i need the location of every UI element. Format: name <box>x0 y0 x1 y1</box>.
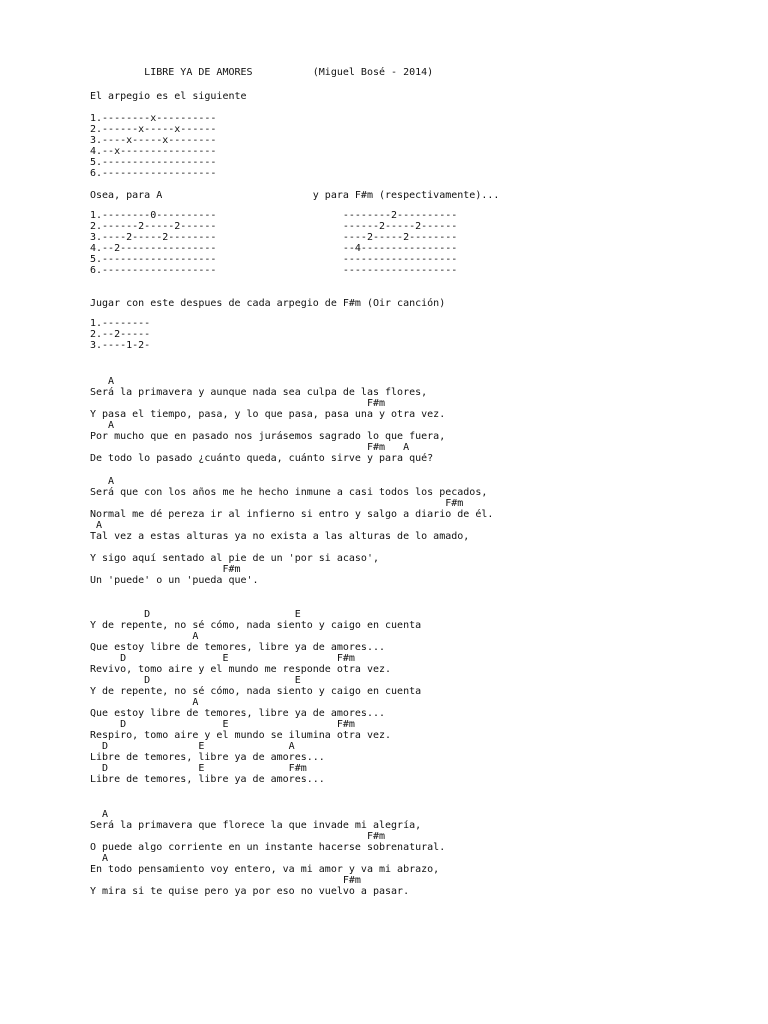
tab-line: 2.------2-----2------ ------2-----2------ <box>90 221 458 232</box>
tab-line: 2.------x-----x------ <box>90 124 217 135</box>
chord-line: D E <box>90 675 301 686</box>
tab-line: 1.--------x---------- <box>90 113 217 124</box>
lyric-line: Y de repente, no sé cómo, nada siento y caigo en cuenta <box>90 686 422 697</box>
lyric-line: Libre de temores, libre ya de amores... <box>90 774 325 785</box>
chord-line: A <box>90 476 115 487</box>
tab-line: 6.------------------- <box>90 168 217 179</box>
chord-line: D E A <box>90 741 295 752</box>
lyric-line: Normal me dé pereza ir al infierno si entro y salgo a diario de él. <box>90 509 494 520</box>
lyric-line: En todo pensamiento voy entero, va mi amor y va mi abrazo, <box>90 864 440 875</box>
lyric-line: De todo lo pasado ¿cuánto queda, cuánto sirve y para qué? <box>90 453 434 464</box>
song-text-block <box>90 67 750 897</box>
lyric-line: Será la primavera y aunque nada sea culpa de las flores, <box>90 387 428 398</box>
lyric-line: Que estoy libre de temores, libre ya de amores... <box>90 708 386 719</box>
lyric-line: Revivo, tomo aire y el mundo me responde otra vez. <box>90 664 392 675</box>
tab-line: 3.----2-----2-------- ----2-----2-------- <box>90 232 458 243</box>
lyric-line: Y de repente, no sé cómo, nada siento y caigo en cuenta <box>90 620 422 631</box>
chord-line: D E F#m <box>90 653 355 664</box>
tab-line: 1.--------0---------- --------2---------- <box>90 210 458 221</box>
chord-line: D E F#m <box>90 719 355 730</box>
chord-line: A <box>90 853 109 864</box>
lyric-line: O puede algo corriente en un instante hacerse sobrenatural. <box>90 842 446 853</box>
chord-line: A <box>90 376 115 387</box>
lyric-line: Que estoy libre de temores, libre ya de amores... <box>90 642 386 653</box>
chord-line: A <box>90 697 199 708</box>
lyric-line: Será la primavera que florece la que invade mi alegría, <box>90 820 422 831</box>
chord-line: A <box>90 809 109 820</box>
chord-line: A <box>90 631 199 642</box>
lyric-line: Por mucho que en pasado nos jurásemos sagrado lo que fuera, <box>90 431 446 442</box>
chord-line: F#m <box>90 831 386 842</box>
tab-line: 1.-------- <box>90 318 151 329</box>
chord-line: F#m A <box>90 442 410 453</box>
tab-line: 5.------------------- <box>90 157 217 168</box>
lyric-line: Y pasa el tiempo, pasa, y lo que pasa, pasa una y otra vez. <box>90 409 446 420</box>
lyric-line: Un 'puede' o un 'pueda que'. <box>90 575 259 586</box>
lyric-line: Libre de temores, libre ya de amores... <box>90 752 325 763</box>
song-title: LIBRE YA DE AMORES (Miguel Bosé - 2014) <box>90 67 434 78</box>
lyric-line: Será que con los años me he hecho inmune a casi todos los pecados, <box>90 487 488 498</box>
tab-line: 3.----x-----x-------- <box>90 135 217 146</box>
chord-line: F#m <box>90 498 464 509</box>
tab-line: 3.----1-2- <box>90 340 151 351</box>
chord-line: F#m <box>90 875 361 886</box>
chord-line: F#m <box>90 564 241 575</box>
tab-line: 4.--2---------------- --4---------------- <box>90 243 458 254</box>
lyric-line: Y mira si te quise pero ya por eso no vuelvo a pasar. <box>90 886 410 897</box>
instruction-line: Jugar con este despues de cada arpegio de F#m (Oir canción) <box>90 298 446 309</box>
instruction-line: El arpegio es el siguiente <box>90 91 247 102</box>
lyric-line: Y sigo aquí sentado al pie de un 'por si acaso', <box>90 553 379 564</box>
lyric-line: Tal vez a estas alturas ya no exista a las alturas de lo amado, <box>90 531 470 542</box>
chord-line: A <box>90 520 103 531</box>
lyric-line: Respiro, tomo aire y el mundo se ilumina otra vez. <box>90 730 392 741</box>
tab-line: 2.--2----- <box>90 329 151 340</box>
chord-line: F#m <box>90 398 386 409</box>
tab-line: 4.--x---------------- <box>90 146 217 157</box>
chord-line: D E <box>90 609 301 620</box>
tab-line: 6.------------------- ------------------- <box>90 265 458 276</box>
chord-line: A <box>90 420 115 431</box>
instruction-line: Osea, para A y para F#m (respectivamente)... <box>90 190 500 201</box>
tab-line: 5.------------------- ------------------- <box>90 254 458 265</box>
chord-line: D E F#m <box>90 763 307 774</box>
